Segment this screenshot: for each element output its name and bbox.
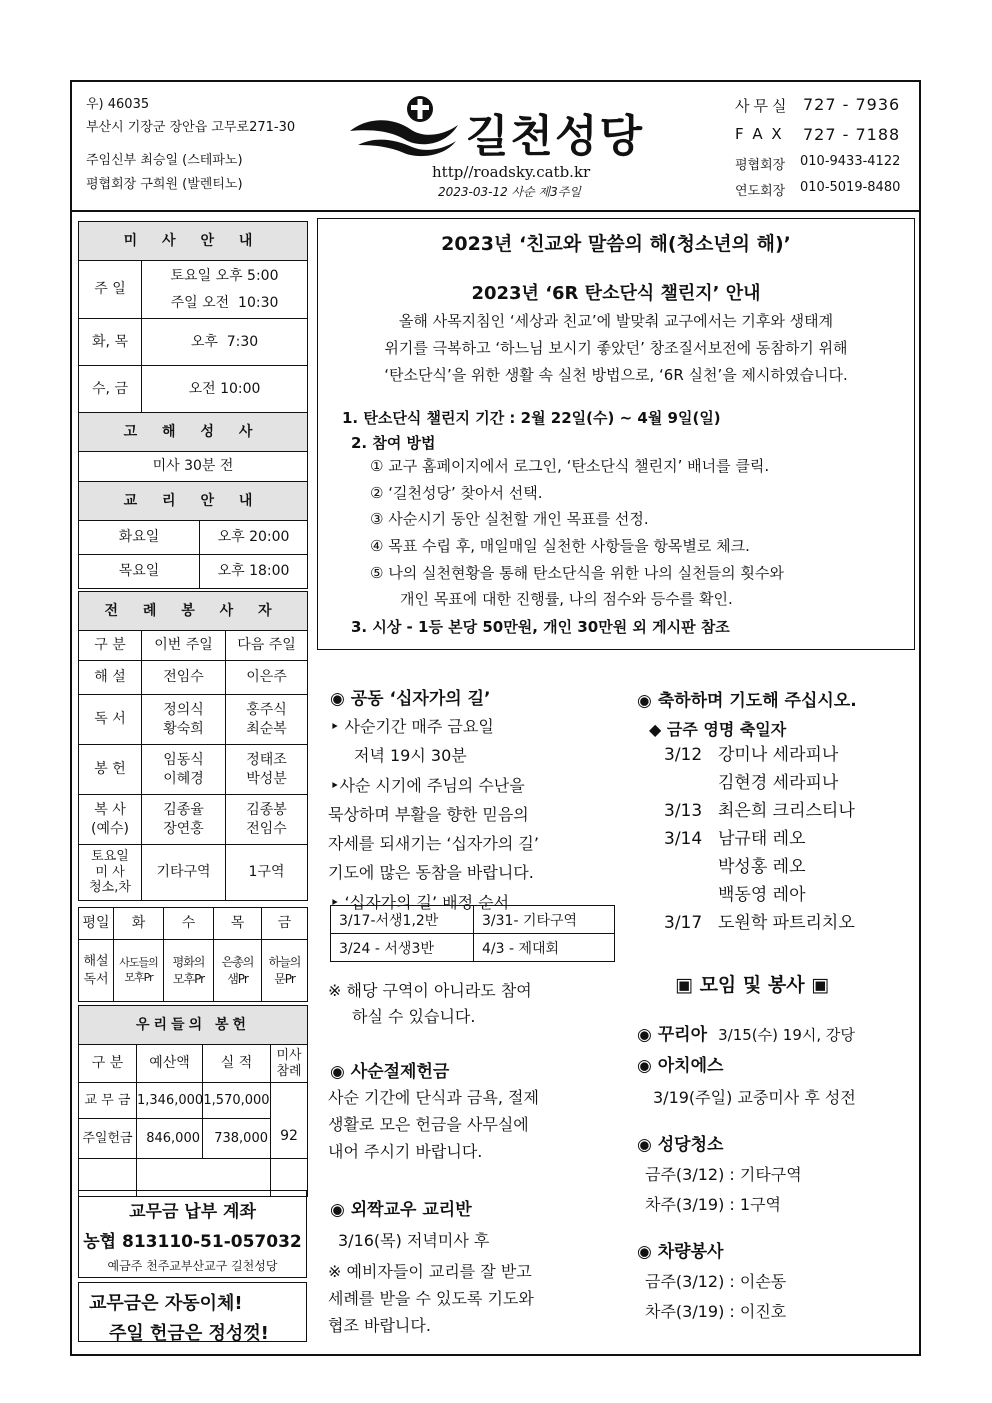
feast-name: 강미나 세라피나 <box>718 745 839 765</box>
mass-time: 오전 10:00 <box>142 366 308 413</box>
car-service-line: 금주(3/12) : 이손동 <box>645 1272 787 1291</box>
server-next-week: 정태조 박성분 <box>226 745 308 795</box>
cold-catechism-line: ※ 예비자들이 교리를 잘 받고 <box>328 1262 532 1281</box>
stations-note <box>328 978 532 1031</box>
offering-budget: 1,346,000 <box>137 1083 203 1119</box>
notice-step: ④ 목표 수립 후, 매일매일 실천한 사항들을 항목별로 체크. <box>370 537 750 556</box>
server-this-week: 임동식 이혜경 <box>142 745 226 795</box>
cold-catechism-body <box>328 1258 534 1340</box>
council-phone-label: 평협회장 <box>735 158 786 173</box>
account-holder: 예금주 천주교부산교구 길천성당 <box>107 1259 278 1273</box>
server-this-week: 정의식 황숙희 <box>142 695 226 745</box>
account-box <box>78 1190 307 1278</box>
catechism-section-title: 교 리 안 내 <box>79 482 308 521</box>
cleaning-title: ◉ 성당청소 <box>637 1135 724 1155</box>
schedule-cell: 4/3 - 제대회 <box>474 934 615 962</box>
confession-text: 미사 30분 전 <box>79 452 308 482</box>
offering-actual: 1,570,000 <box>203 1083 271 1119</box>
server-next-week: 1구역 <box>226 845 308 901</box>
account-title: 교무금 납부 계좌 <box>129 1202 256 1222</box>
car-service-body <box>645 1267 786 1326</box>
acies-text: 3/19(주일) 교중미사 후 성전 <box>653 1088 856 1107</box>
weekday-cell: 평화의 모후Pr <box>164 940 214 1002</box>
weekday-cell: 사도들의 모후Pr <box>114 940 164 1002</box>
postal-code: 우) 46035 <box>86 97 150 112</box>
notice-step: ⑤ 나의 실천현황을 통해 탄소단식을 위한 나의 실천들의 횟수와 <box>370 563 784 582</box>
notice-intro-line: 위기를 극복하고 ‘하느님 보시기 좋았던’ 창조질서보전에 동참하기 위해 <box>384 339 848 357</box>
server-role: 독 서 <box>79 695 142 745</box>
servers-section-title: 전 례 봉 사 자 <box>79 592 308 631</box>
notice-intro <box>318 308 914 389</box>
schedule-cell: 3/31- 기타구역 <box>474 906 615 934</box>
notice-intro-line: ‘탄소단식’을 위한 생활 속 실천 방법으로, ‘6R 실천’을 제시하였습니다. <box>384 366 848 384</box>
server-this-week: 김종율 장연홍 <box>142 795 226 845</box>
feast-name: 남규태 레오 <box>718 829 806 850</box>
yd-phone-label: 연도회장 <box>735 184 786 199</box>
notice-intro-line: 올해 사목지침인 ‘세상과 친교’에 발맞춰 교구에서는 기후와 생태계 <box>398 312 834 330</box>
kuria-title: ◉ 꾸리아 <box>637 1025 708 1045</box>
feast-entry <box>664 853 855 881</box>
catechism-time: 오후 20:00 <box>200 521 308 555</box>
offering-header: 구 분 <box>79 1045 137 1083</box>
mass-day: 화, 목 <box>79 319 142 366</box>
feast-date: 3/13 <box>664 801 703 822</box>
stations-schedule-table <box>330 905 615 962</box>
notice-step: ② ‘길천성당’ 찾아서 선택. <box>370 483 543 502</box>
servers-header: 다음 주일 <box>226 631 308 661</box>
cleaning-line: 차주(3/19) : 1구역 <box>645 1194 781 1214</box>
stations-line: ‣사순 시기에 주님의 수난을 <box>330 775 525 795</box>
pastor-line: 주임신부 최승일 (스테파노) <box>86 153 243 168</box>
feast-entry <box>664 769 855 797</box>
mass-time: 오후 7:30 <box>142 319 308 366</box>
attendance-count: 92 <box>271 1083 308 1159</box>
cold-catechism-title: ◉ 외짝교우 교리반 <box>330 1200 472 1220</box>
server-role: 토요일 미 사 청소,차 <box>79 845 142 901</box>
offering-header: 예산액 <box>137 1045 203 1083</box>
offering-table <box>78 1005 308 1197</box>
offering-label: 주일헌금 <box>79 1119 137 1159</box>
catechism-day: 목요일 <box>79 555 200 589</box>
car-service-line: 차주(3/19) : 이진호 <box>645 1301 787 1321</box>
offering-actual: 738,000 <box>203 1119 271 1159</box>
feast-name: 도원학 파트리치오 <box>718 913 855 934</box>
weekday-header: 목 <box>214 908 262 940</box>
schedule-table <box>78 221 308 589</box>
church-logo-icon <box>348 95 460 157</box>
weekday-header: 수 <box>164 908 214 940</box>
feast-name: 최은희 크리스티나 <box>718 801 855 822</box>
weekday-table <box>78 907 308 1002</box>
catechism-day: 화요일 <box>79 521 200 555</box>
server-next-week: 이은주 <box>226 661 308 695</box>
server-role: 해 설 <box>79 661 142 695</box>
notice-box <box>317 218 915 650</box>
schedule-cell: 3/24 - 서생3반 <box>331 934 474 962</box>
church-name: 길천성당 <box>466 111 645 162</box>
office-phone: 727 - 7936 <box>803 95 901 114</box>
fax-phone: 727 - 7188 <box>803 125 901 144</box>
date-line: 2023-03-12 사순 제3주일 <box>438 185 581 199</box>
feast-list <box>664 741 855 937</box>
council-line: 평협회장 구희원 (발렌티노) <box>86 177 243 192</box>
server-role: 봉 헌 <box>79 745 142 795</box>
server-this-week: 기타구역 <box>142 845 226 901</box>
weekday-cell: 은총의 샘Pr <box>214 940 262 1002</box>
stations-line: ‣ 사순기간 매주 금요일 <box>330 717 494 736</box>
car-service-title: ◉ 차량봉사 <box>637 1242 724 1262</box>
notice-item-method: 2. 참여 방법 <box>351 434 436 452</box>
catechism-time: 오후 18:00 <box>200 555 308 589</box>
servers-header: 구 분 <box>79 631 142 661</box>
offering-label: 교 무 금 <box>79 1083 137 1119</box>
stations-body <box>328 712 539 917</box>
notice-step: 개인 목표에 대한 진행률, 나의 점수와 등수를 확인. <box>400 590 733 609</box>
feast-date: 3/14 <box>664 829 703 850</box>
council-phone: 010-9433-4122 <box>800 154 901 169</box>
kuria-row <box>637 1020 855 1045</box>
lent-offering-title: ◉ 사순절제헌금 <box>330 1062 450 1082</box>
weekday-cell: 하늘의 문Pr <box>262 940 308 1002</box>
feast-entry <box>664 825 855 853</box>
lent-offering-body <box>328 1084 539 1166</box>
server-this-week: 전임수 <box>142 661 226 695</box>
feast-date: 3/17 <box>664 913 703 934</box>
acies-title: ◉ 아치에스 <box>637 1056 724 1076</box>
feast-entry <box>664 797 855 825</box>
offering-header: 미사 참례 <box>271 1045 308 1083</box>
stations-line: 자세를 되새기는 ‘십자가의 길’ <box>328 834 539 854</box>
notice-item-prize: 3. 시상 - 1등 본당 50만원, 개인 30만원 외 게시판 참조 <box>351 618 730 637</box>
lent-offering-line: 생활로 모은 헌금을 사무실에 <box>328 1115 529 1135</box>
weekday-cell: 해설 독서 <box>79 940 114 1002</box>
notice-title: 2023년 ‘친교와 말씀의 해(청소년의 해)’ <box>441 233 791 255</box>
lent-offering-line: 내어 주시기 바랍니다. <box>328 1142 483 1162</box>
confession-section-title: 고 해 성 사 <box>79 413 308 452</box>
mass-section-title: 미 사 안 내 <box>79 222 308 261</box>
header-divider <box>70 210 921 212</box>
meetings-title: ▣ 모임 및 봉사 ▣ <box>675 974 830 996</box>
cold-catechism-line: 세례를 받을 수 있도록 기도와 <box>328 1289 534 1309</box>
cleaning-body <box>645 1160 802 1219</box>
account-number: 농협 813110-51-057032 <box>83 1232 302 1252</box>
feast-name: 김현경 세라피나 <box>718 773 839 794</box>
cleaning-line: 금주(3/12) : 기타구역 <box>645 1165 802 1184</box>
feast-name: 박성홍 레오 <box>718 857 806 878</box>
feast-name: 백동영 레아 <box>718 885 806 906</box>
stations-note-line: 하실 수 있습니다. <box>352 1007 476 1027</box>
stations-line: 저녁 19시 30분 <box>354 746 467 766</box>
notice-step: ① 교구 홈페이지에서 로그인, ‘탄소단식 챌린지’ 배너를 클릭. <box>370 457 770 475</box>
servers-table <box>78 591 308 901</box>
notice-steps <box>370 453 914 613</box>
weekday-header: 평일 <box>79 908 114 940</box>
mass-time: 토요일 오후 5:00 <box>170 267 279 284</box>
notice-item-period: 1. 탄소단식 챌린지 기간 : 2월 22일(수) ~ 4월 9일(일) <box>342 409 721 427</box>
lent-offering-line: 사순 기간에 단식과 금욕, 절제 <box>328 1088 539 1107</box>
stations-title: ◉ 공동 ‘십자가의 길’ <box>330 689 491 709</box>
feast-entry <box>664 909 855 937</box>
kuria-text: 3/15(수) 19시, 강당 <box>718 1026 855 1044</box>
cold-catechism-line: 협조 바랍니다. <box>328 1316 431 1336</box>
feast-entry <box>664 881 855 909</box>
stations-line: 묵상하며 부활을 향한 믿음의 <box>328 804 529 824</box>
fax-label: F A X <box>735 125 784 143</box>
yd-phone: 010-5019-8480 <box>800 180 901 195</box>
feast-date: 3/12 <box>664 745 703 765</box>
feast-title: ◉ 축하하며 기도해 주십시오. <box>637 691 857 711</box>
servers-header: 이번 주일 <box>142 631 226 661</box>
server-next-week: 홍주식 최순복 <box>226 695 308 745</box>
mass-day: 수, 금 <box>79 366 142 413</box>
mass-time: 주일 오전 10:30 <box>170 294 279 311</box>
weekday-header: 금 <box>262 908 308 940</box>
server-role: 복 사 (예수) <box>79 795 142 845</box>
slogan-box <box>78 1282 307 1342</box>
notice-subtitle: 2023년 ‘6R 탄소단식 챌린지’ 안내 <box>471 283 761 304</box>
slogan-line: 주일 헌금은 정성껏! <box>109 1323 269 1344</box>
server-next-week: 김종봉 전임수 <box>226 795 308 845</box>
mass-day: 주 일 <box>79 261 142 319</box>
notice-step: ③ 사순시기 동안 실천할 개인 목표를 선정. <box>370 510 649 529</box>
cold-catechism-time: 3/16(목) 저녁미사 후 <box>338 1231 490 1250</box>
offering-header: 실 적 <box>203 1045 271 1083</box>
address: 부산시 기장군 장안읍 고무로271-30 <box>86 120 296 135</box>
feast-subtitle: ◆ 금주 영명 축일자 <box>649 720 787 739</box>
stations-line: ‣ ‘십자가의 길’ 배정 순서 <box>330 892 510 912</box>
offering-budget: 846,000 <box>137 1119 203 1159</box>
schedule-cell: 3/17-서생1,2반 <box>331 906 474 934</box>
slogan-line: 교무금은 자동이체! <box>89 1293 243 1314</box>
offering-section-title: 우리들의 봉헌 <box>79 1006 308 1045</box>
church-url[interactable]: http//roadsky.catb.kr <box>432 163 591 181</box>
stations-line: 기도에 많은 동참을 바랍니다. <box>328 863 534 883</box>
stations-note-line: ※ 해당 구역이 아니라도 참여 <box>328 981 532 1000</box>
mass-times <box>142 261 308 319</box>
feast-entry <box>664 741 855 769</box>
weekday-header: 화 <box>114 908 164 940</box>
office-label: 사무실 <box>735 97 791 115</box>
